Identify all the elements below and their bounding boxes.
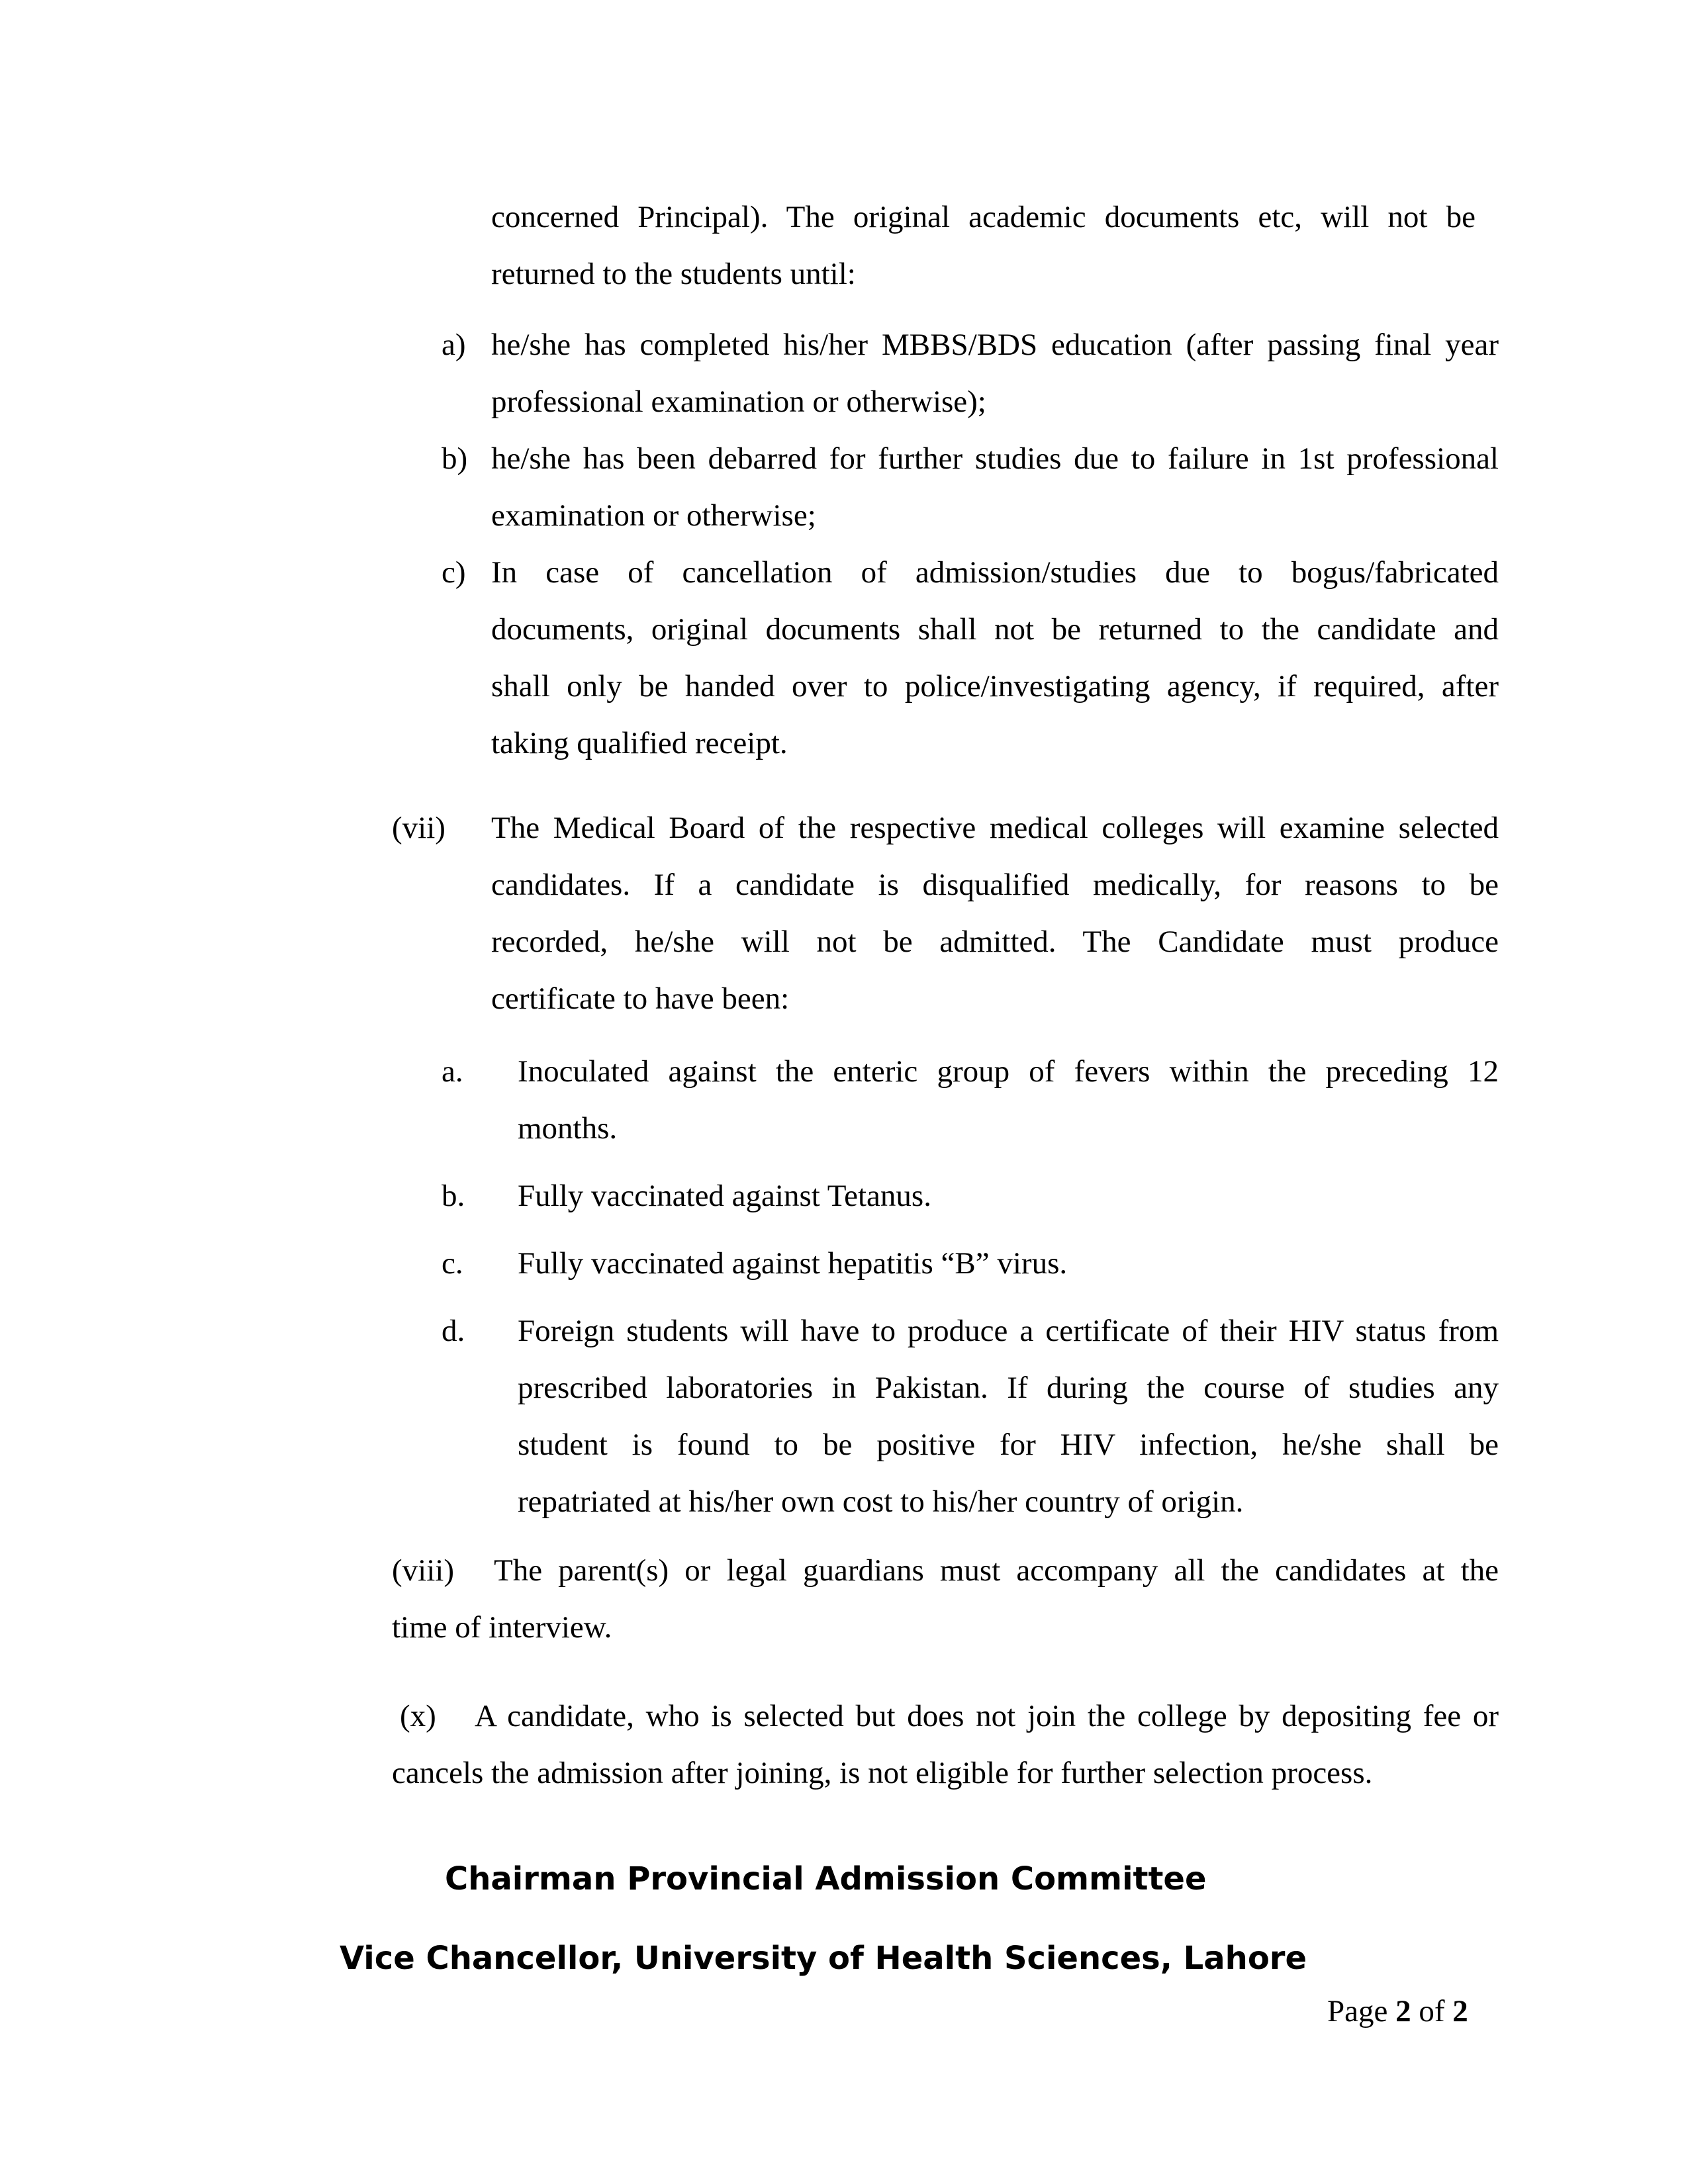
sub-item-b2-line-1: Fully vaccinated against Tetanus. [518,1179,931,1213]
intro-line-1: concerned Principal). The original academic documents etc, will not be [491,200,1476,234]
sub-item-marker-b2: b. [442,1179,465,1213]
sub-item-c-line-2: documents, original documents shall not be returned to the candidate and [491,612,1499,647]
page-number-footer [1327,1991,1468,2031]
clause-vii-line-1: The Medical Board of the respective medical colleges will examine selected [491,811,1499,845]
clause-vii-marker: (vii) [392,811,445,845]
sub-item-c2-line-1: Fully vaccinated against hepatitis “B” virus. [518,1246,1068,1281]
sub-item-b-line-1: he/she has been debarred for further studies due to failure in 1st professional [491,441,1499,476]
sub-item-a-line-2: professional examination or otherwise); [491,385,986,419]
sub-item-marker-b: b) [442,441,468,476]
sub-item-marker-d2: d. [442,1314,465,1348]
clause-viii-line-2: time of interview. [392,1610,612,1645]
clause-viii-line-1: The parent(s) or legal guardians must accompany all the candidates at the [494,1553,1499,1588]
sub-item-a2-line-2: months. [518,1111,618,1146]
clause-vii-line-3: recorded, he/she will not be admitted. The Candidate must produce [491,925,1499,959]
sub-item-marker-a: a) [442,328,466,362]
page-label: Page [1327,1994,1388,2028]
sub-item-marker-a2: a. [442,1054,463,1089]
clause-x-line-2: cancels the admission after joining, is not eligible for further selection process. [392,1756,1373,1790]
sub-item-a-line-1: he/she has completed his/her MBBS/BDS education (after passing final year [491,328,1499,362]
clause-viii-marker: (viii) [392,1553,454,1588]
page-number: 2 [1395,1994,1411,2028]
sub-item-b-line-2: examination or otherwise; [491,498,816,533]
page-total: 2 [1452,1994,1468,2028]
sub-item-d2-line-1: Foreign students will have to produce a certificate of their HIV status from [518,1314,1499,1348]
sub-item-d2-line-2: prescribed laboratories in Pakistan. If during the course of studies any [518,1371,1499,1405]
sub-item-c-line-1: In case of cancellation of admission/studies due to bogus/fabricated [491,555,1499,590]
clause-x-line-1: A candidate, who is selected but does not join the college by depositing fee or [475,1699,1499,1733]
clause-vii-line-2: candidates. If a candidate is disqualified medically, for reasons to be [491,868,1499,902]
clause-vii-line-4: certificate to have been: [491,981,790,1016]
intro-line-2: returned to the students until: [491,257,856,291]
of-label: of [1419,1994,1445,2028]
clause-x-marker: (x) [400,1699,436,1733]
sub-item-marker-c: c) [442,555,466,590]
sub-item-c-line-4: taking qualified receipt. [491,726,788,760]
sub-item-d2-line-4: repatriated at his/her own cost to his/her country of origin. [518,1484,1244,1519]
signature-subtitle: Vice Chancellor, University of Health Sciences, Lahore [340,1940,1307,1977]
sub-item-d2-line-3: student is found to be positive for HIV infection, he/she shall be [518,1428,1499,1462]
sub-item-marker-c2: c. [442,1246,463,1281]
sub-item-c-line-3: shall only be handed over to police/investigating agency, if required, after [491,669,1499,704]
signature-title: Chairman Provincial Admission Committee [445,1860,1207,1897]
sub-item-a2-line-1: Inoculated against the enteric group of fevers within the preceding 12 [518,1054,1499,1089]
